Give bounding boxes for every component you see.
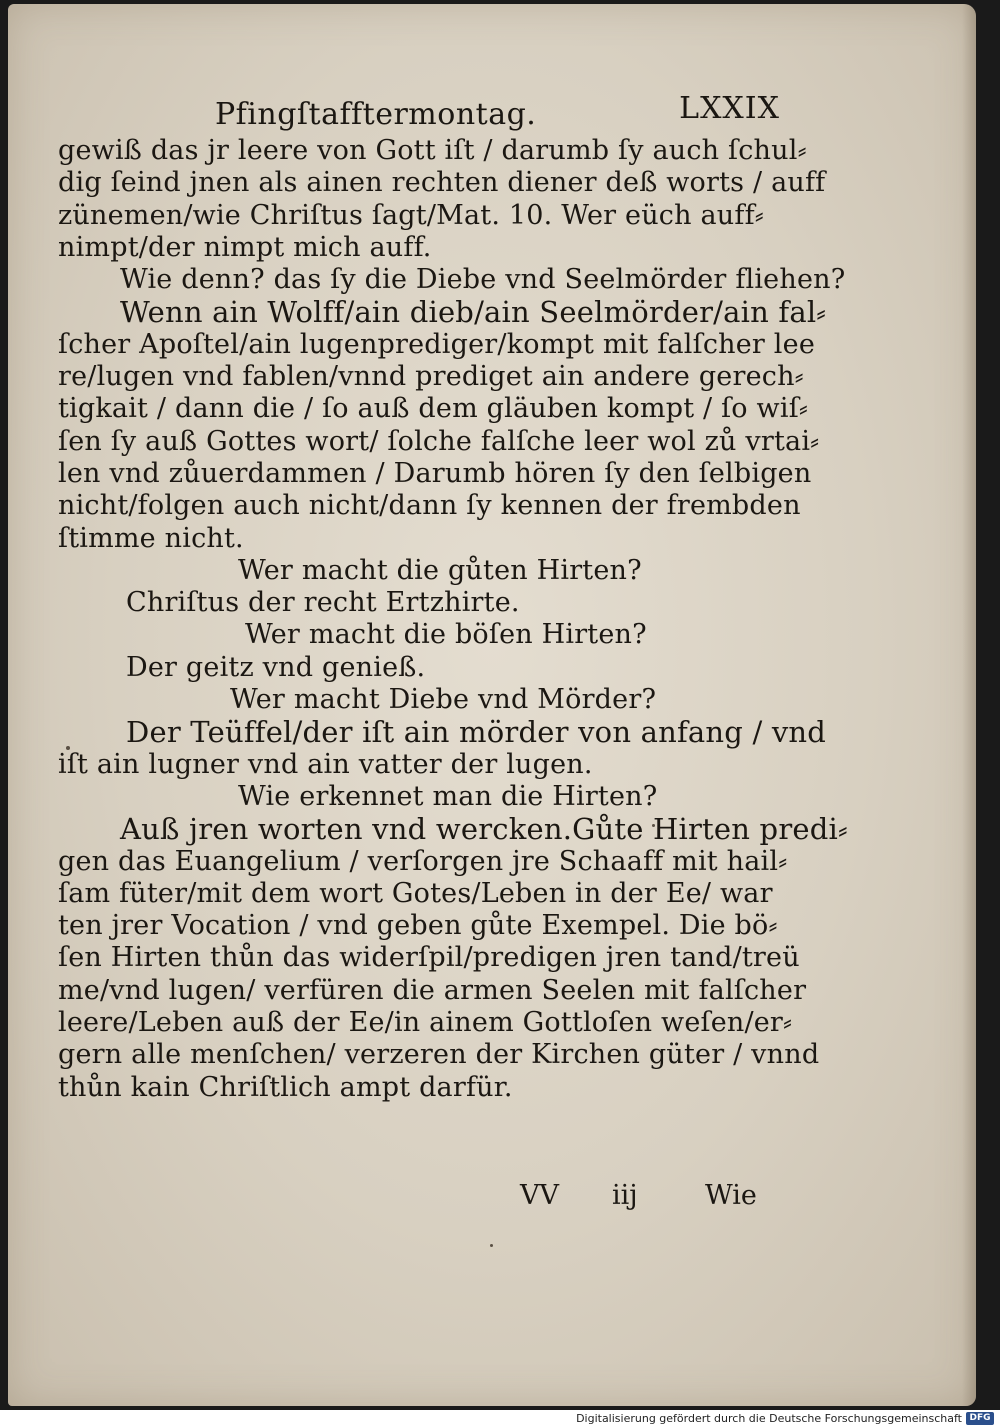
text-line: Wenn ain Wolff/ain dieb/ain Seelmörder/ain fal⸗	[120, 295, 827, 330]
ink-speck	[490, 1244, 493, 1247]
text-line: gern alle menſchen/ verzeren der Kirchen güter / vnnd	[58, 1039, 820, 1071]
text-line: len vnd zůuerdammen / Darumb hören ſy den ſelbigen	[58, 457, 812, 489]
text-line: Auß jren worten vnd wercken.Gůte Hirten predi⸗	[120, 812, 848, 847]
text-line: Wer macht Diebe vnd Mörder?	[230, 684, 657, 716]
page-edge-shadow	[962, 4, 976, 1406]
catchword: Wie	[705, 1180, 757, 1211]
text-line: me/vnd lugen/ verfüren die armen Seelen mit falſcher	[58, 974, 807, 1006]
text-line: Der geitz vnd genieß.	[126, 651, 426, 683]
text-line: Der Teüffel/der iſt ain mörder von anfang / vnd	[126, 715, 827, 750]
folio-number: LXXIX	[679, 91, 780, 126]
text-line: ten jrer Vocation / vnd geben gůte Exempel. Die bö⸗	[58, 910, 778, 942]
text-line: nimpt/der nimpt mich auff.	[58, 231, 432, 263]
running-title: Pfingſtafftermontag.	[215, 97, 537, 132]
credit-text: Digitalisierung gefördert durch die Deutsche Forschungsgemeinschaft	[576, 1412, 962, 1425]
page-text	[58, 91, 848, 1104]
text-line: Wer macht die böſen Hirten?	[245, 619, 647, 651]
running-header	[58, 91, 780, 135]
credit-bar	[0, 1410, 1000, 1428]
text-line: gen das Euangelium / verſorgen jre Schaaff mit hail⸗	[58, 845, 788, 877]
text-line: Wie erkennet man die Hirten?	[238, 780, 658, 812]
text-line: gewiß das jr leere von Gott iſt / darumb ſy auch ſchul⸗	[58, 135, 807, 166]
page-footer	[520, 1180, 780, 1220]
text-line: dig ſeind jnen als ainen rechten diener deß worts / auff	[58, 167, 826, 199]
text-line: leere/Leben auß der Ee/in ainem Gottloſen weſen/er⸗	[58, 1007, 793, 1039]
body-text	[58, 135, 848, 1104]
text-line: zünemen/wie Chriſtus ſagt/Mat. 10. Wer eüch auff⸗	[58, 199, 764, 231]
text-line: tigkait / dann die / ſo auß dem gläuben kompt / ſo wiſ⸗	[58, 393, 809, 425]
text-line: re/lugen vnd fablen/vnnd prediget ain andere gerech⸗	[58, 361, 804, 393]
signature-number: iij	[612, 1180, 638, 1211]
text-line: Wer macht die gůten Hirten?	[238, 554, 642, 586]
text-line: Wie denn? das ſy die Diebe vnd Seelmörder fliehen?	[120, 264, 846, 296]
text-line: iſt ain lugner vnd ain vatter der lugen.	[58, 748, 593, 780]
text-line: ſen Hirten thůn das widerſpil/predigen jren tand/treü	[58, 942, 800, 974]
text-line: ſcher Apoſtel/ain lugenprediger/kompt mit falſcher lee	[58, 328, 815, 360]
signature-mark: VV	[520, 1180, 559, 1211]
text-line: ſtimme nicht.	[58, 522, 244, 554]
text-line: thůn kain Chriſtlich ampt darfür.	[58, 1071, 513, 1103]
text-line: nicht/folgen auch nicht/dann ſy kennen der frembden	[58, 490, 801, 522]
text-line: Chriſtus der recht Ertzhirte.	[126, 587, 520, 619]
dfg-logo: DFG	[966, 1412, 994, 1425]
text-line: ſam füter/mit dem wort Gotes/Leben in der Ee/ war	[58, 877, 773, 909]
text-line: ſen ſy auß Gottes wort/ ſolche falſche leer wol zů vrtai⸗	[58, 425, 820, 457]
